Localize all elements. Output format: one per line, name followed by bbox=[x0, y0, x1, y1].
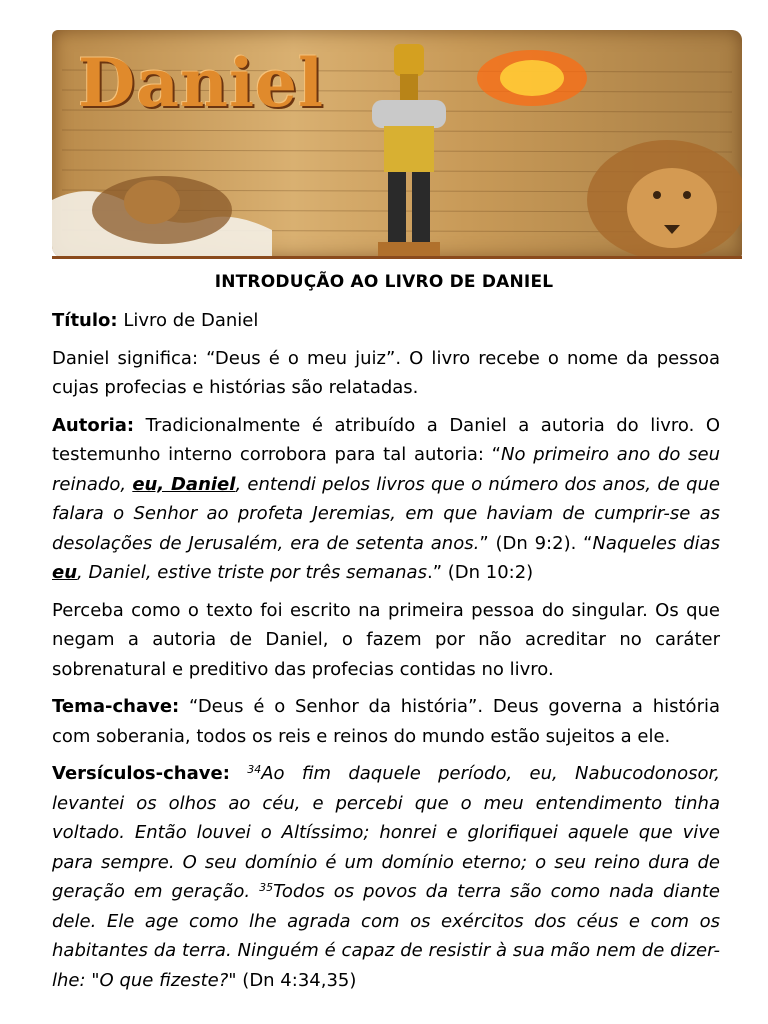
document-body bbox=[52, 306, 720, 1003]
lion-icon bbox=[82, 160, 242, 250]
significado-paragraph: Daniel significa: “Deus é o meu juiz”. O livro recebe o nome da pessoa cujas profecias e histórias são relatadas. bbox=[52, 347, 720, 398]
quote-text: , entendi pelos livros que o número dos anos, de que falara o Senhor ao profeta Jeremias, em que haviam de cumprir-se as desolações de Jerusalém, era de setenta anos. bbox=[52, 473, 720, 554]
titulo-label: Título: bbox=[52, 310, 118, 331]
fire-icon bbox=[472, 38, 592, 108]
autoria-label: Autoria: bbox=[52, 414, 135, 436]
quote-emphasis: eu, Daniel bbox=[132, 473, 236, 495]
versiculos-label: Versículos-chave: bbox=[52, 763, 230, 784]
reference: .” (Dn 10:2) bbox=[426, 562, 534, 583]
titulo-value: Livro de Daniel bbox=[117, 310, 259, 331]
quote-text: No primeiro ano do seu reinado, bbox=[52, 444, 720, 495]
reference: ” (Dn 9:2). “ bbox=[479, 532, 593, 554]
autoria-paragraph bbox=[52, 411, 720, 588]
verse-text: Ao fim daquele período, eu, Nabucodonosor, levantei os olhos ao céu, e percebi que o meu entendimento tinha voltado. Então louvei o Altíssimo; honrei e glorifiquei aquele que vive para sempre. O seu domínio é um domínio eterno; o seu reino dura de geração em geração. bbox=[52, 763, 720, 902]
tema-label: Tema-chave: bbox=[52, 696, 180, 717]
quote-text: , Daniel, estive triste por três semanas bbox=[77, 562, 427, 583]
reference: " (Dn 4:34,35) bbox=[228, 969, 357, 991]
statue-icon bbox=[364, 44, 454, 258]
tema-paragraph bbox=[52, 692, 720, 751]
banner-image bbox=[52, 30, 742, 258]
quote-text: Naqueles dias bbox=[592, 532, 720, 554]
quote-emphasis: eu bbox=[52, 562, 78, 583]
titulo-paragraph bbox=[52, 306, 720, 336]
tema-text: “Deus é o Senhor da história”. Deus governa a história com soberania, todos os reis e reinos do mundo estão sujeitos a ele. bbox=[52, 696, 720, 747]
verse-number: 34 bbox=[247, 763, 262, 776]
perceba-paragraph: Perceba como o texto foi escrito na primeira pessoa do singular. Os que negam a autoria de Daniel, o fazem por não acreditar no caráter sobrenatural e preditivo das profecias contidas no livro. bbox=[52, 599, 720, 680]
verse-text: Todos os povos da terra são como nada diante dele. Ele age como lhe agrada com os exércitos dos céus e com os habitantes da terra. Ninguém é capaz de resistir à sua mão nem de dizer-lhe: "O que fizeste? bbox=[52, 881, 720, 991]
verse-number: 35 bbox=[259, 881, 274, 894]
banner-title: Daniel bbox=[78, 44, 325, 122]
lion-icon bbox=[572, 130, 742, 258]
divider bbox=[52, 256, 742, 259]
autoria-intro: Tradicionalmente é atribuído a Daniel a autoria do livro. O testemunho interno corrobora para tal autoria: “ bbox=[52, 414, 720, 465]
versiculos-paragraph bbox=[52, 759, 720, 995]
page-title: INTRODUÇÃO AO LIVRO DE DANIEL bbox=[214, 272, 554, 292]
